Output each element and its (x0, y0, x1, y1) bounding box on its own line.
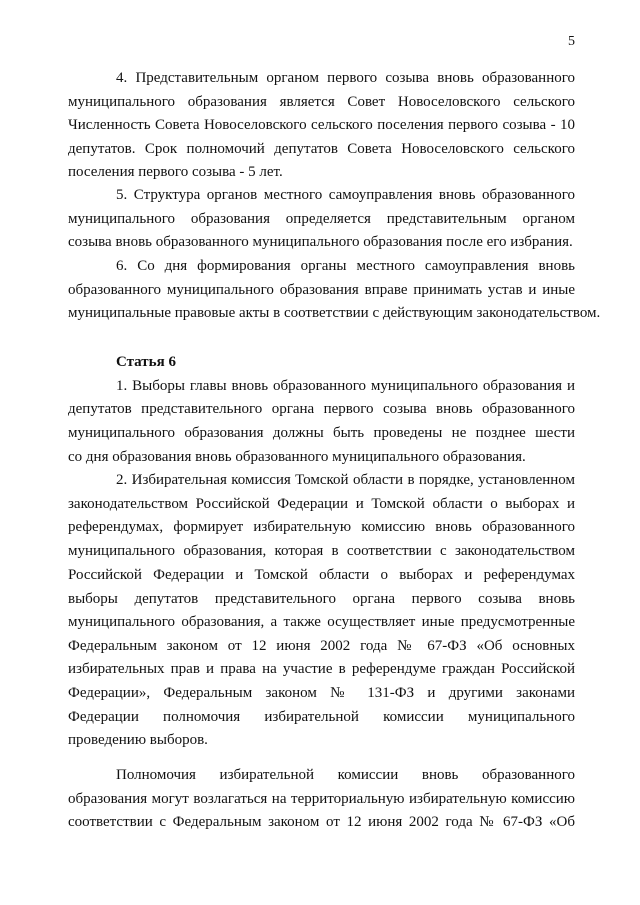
text-line: 2. Избирательная комиссия Томской области в порядке, установленном (116, 472, 575, 488)
text-line: соответствии с Федеральным законом от 12 июня 2002 года № 67-ФЗ «Об (68, 814, 575, 830)
text-line: 5. Структура органов местного самоуправления вновь образованного (116, 187, 575, 203)
text-line: выборы депутатов представительного органа первого созыва вновь (68, 591, 575, 607)
text-line: Численность Совета Новоселовского сельского поселения первого созыва - 10 (68, 117, 575, 133)
text-line: законодательством Российской Федерации и Томской области о выборах и (68, 496, 575, 512)
text-line: образованного муниципального образования вправе принимать устав и иные (68, 282, 575, 298)
text-line: избирательных прав и права на участие в референдуме граждан Российской (68, 661, 575, 677)
text-line: поселения первого созыва - 5 лет. (68, 164, 283, 180)
text-line: Федеральным законом от 12 июня 2002 года № 67-ФЗ «Об основных (68, 638, 575, 654)
text-line: созыва вновь образованного муниципального образования после его избрания. (68, 234, 573, 250)
text-line: образования могут возлагаться на территориальную избирательную комиссию (68, 791, 575, 807)
text-line: 4. Представительным органом первого созыва вновь образованного (116, 70, 575, 86)
text-line: референдумах, формирует избирательную комиссию вновь образованного (68, 519, 575, 535)
text-line: муниципального образования должны быть проведены не позднее шести (68, 425, 575, 441)
text-line: депутатов. Срок полномочий депутатов Совета Новоселовского сельского (68, 141, 575, 157)
text-line: муниципальные правовые акты в соответствии с действующим законодательством. (68, 305, 601, 321)
text-line: муниципального образования, которая в соответствии с законодательством (68, 543, 575, 559)
text-line: Полномочия избирательной комиссии вновь образованного (116, 767, 575, 783)
article-heading: Статья 6 (116, 354, 176, 370)
page-number: 5 (568, 34, 575, 49)
text-line: депутатов представительного органа первого созыва вновь образованного (68, 401, 575, 417)
text-line: 6. Со дня формирования органы местного самоуправления вновь (116, 258, 575, 274)
text-line: муниципального образования, а также осуществляет иные предусмотренные (68, 614, 575, 630)
text-line: муниципального образования определяется представительным органом (68, 211, 575, 227)
text-line: Российской Федерации и Томской области о выборах и референдумах (68, 567, 575, 583)
text-line: проведению выборов. (68, 732, 208, 748)
text-line: Федерации полномочия избирательной комиссии муниципального (68, 709, 575, 725)
text-line: со дня образования вновь образованного муниципального образования. (68, 449, 526, 465)
text-line: 1. Выборы главы вновь образованного муниципального образования и (116, 378, 575, 394)
text-line: Федерации», Федеральным законом № 131-ФЗ и другими законами (68, 685, 575, 701)
text-line: муниципального образования является Совет Новоселовского сельского (68, 94, 575, 110)
